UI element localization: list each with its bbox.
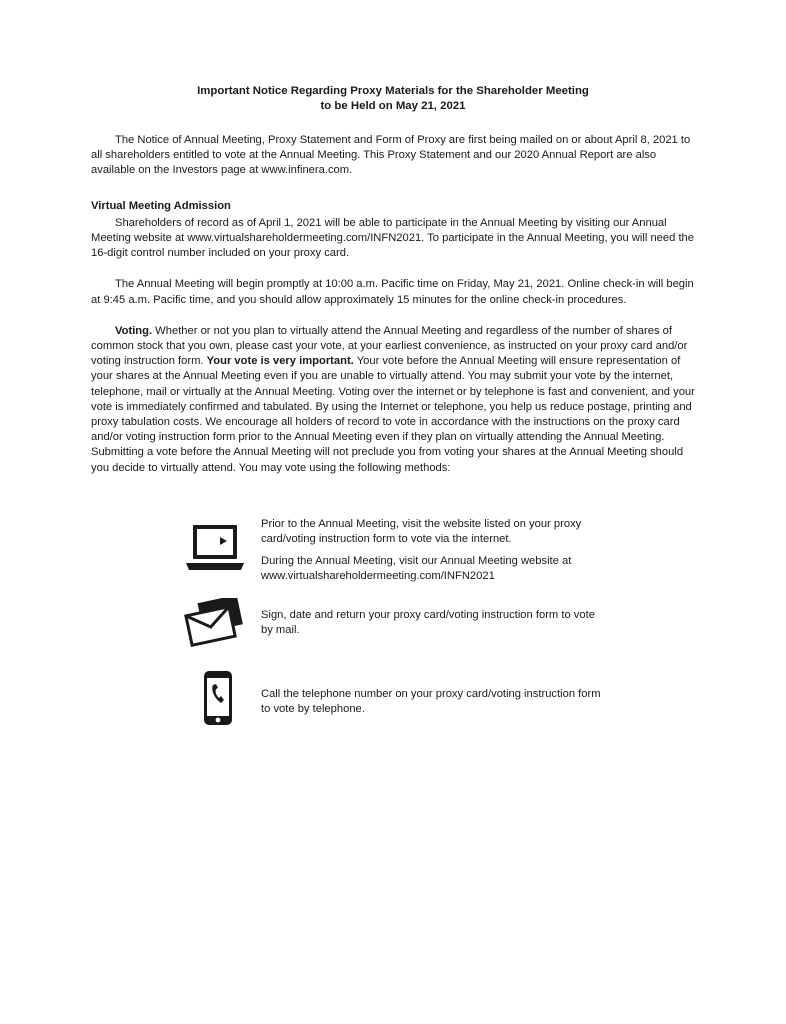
voting-text-2: Your vote before the Annual Meeting will ensure representation of your shares at the Annual Meeting even if you are unable to virtually attend. You may submit your vote by the internet, telephone, mail or virtually at the Annual Meeting. Voting over the internet or by telephone is fast and convenient, and your vote is immediately confirmed and tabulated. By using the Internet or telephone, you help us reduce postage, printing and proxy tabulation costs. We encourage all holders of record to vote in accordance with the instructions on the proxy card and/or voting instruction form prior to the Annual Meeting even if they plan on virtually attending the Annual Meeting. Submitting a vote before the Annual Meeting will not preclude you from voting your shares at the Annual Meeting should you decide to virtually attend. You may vote using the following methods:	[91, 355, 695, 474]
phone-text: Call the telephone number on your proxy card/voting instruction form to vote by telephone.	[261, 688, 601, 716]
smartphone-icon	[202, 669, 234, 727]
internet-text-2: During the Annual Meeting, visit our Annual Meeting website at www.virtualshareholdermeeting.com/INFN2021	[261, 555, 572, 583]
title-line-1: Important Notice Regarding Proxy Materials for the Shareholder Meeting	[197, 85, 589, 97]
voting-lead: Voting.	[115, 324, 153, 337]
intro-paragraph: The Notice of Annual Meeting, Proxy Statement and Form of Proxy are first being mailed on or about April 8, 2021 to all shareholders entitled to vote at the Annual Meeting. This Proxy Statement and our 2020 Annual Report are also available on the Investors page at www.infinera.com.	[91, 134, 691, 177]
internet-text-1: Prior to the Annual Meeting, visit the website listed on your proxy card/voting instruction form to vote via the internet.	[261, 518, 582, 546]
admission-heading: Virtual Meeting Admission	[91, 199, 231, 212]
document-page	[91, 84, 695, 476]
voting-paragraph	[91, 324, 695, 476]
page-title	[91, 84, 695, 114]
voting-emphasis: Your vote is very important.	[206, 355, 354, 368]
laptop-icon	[184, 523, 246, 575]
voting-text-1: Whether or not you plan to virtually attend the Annual Meeting and regardless of the number of shares of common stock that you own, please cast your vote, at your earliest convenience, as instructed on your proxy card and/or voting instruction form.	[91, 324, 688, 368]
admission-paragraph-1: Shareholders of record as of April 1, 2021 will be able to participate in the Annual Meeting by visiting our Annual Meeting website at www.virtualshareholdermeeting.com/INFN2021. To participate in the Annual Meeting, you will need the 16-digit control number included on your proxy card.	[91, 216, 695, 260]
envelope-icon	[184, 598, 246, 648]
admission-paragraph-2: The Annual Meeting will begin promptly at 10:00 a.m. Pacific time on Friday, May 21, 2021. Online check-in will begin at 9:45 a.m. Pacific time, and you should allow approximately 15 minutes for the online check-in procedures.	[91, 278, 694, 306]
mail-text: Sign, date and return your proxy card/voting instruction form to vote by mail.	[261, 609, 595, 637]
title-line-2: to be Held on May 21, 2021	[320, 100, 466, 112]
